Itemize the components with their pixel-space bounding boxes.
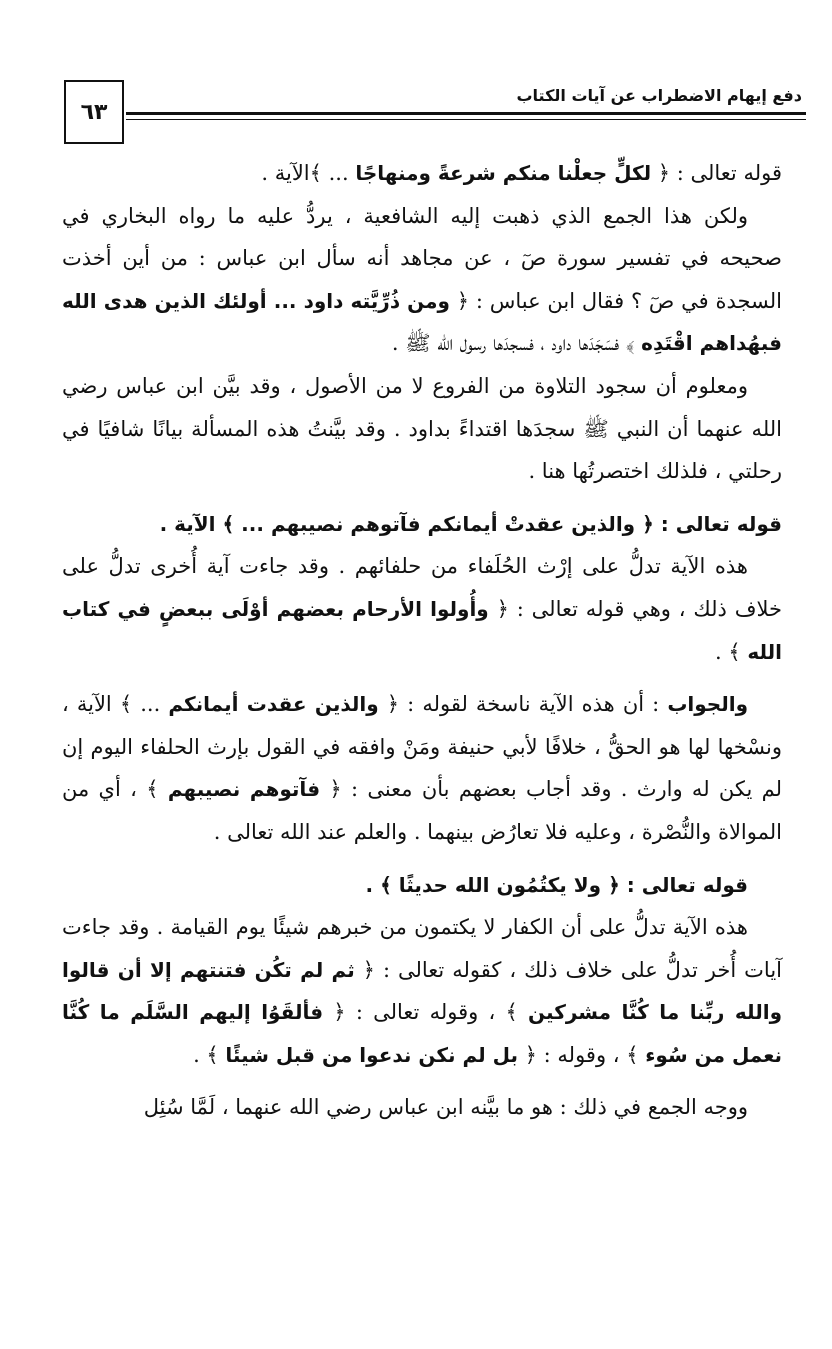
paragraph-2 bbox=[62, 195, 782, 365]
bold-text-segment: فآتوهم نصيبهم bbox=[167, 777, 321, 802]
header-rule-thick bbox=[126, 112, 806, 115]
bold-text-segment: لكلٍّ جعلْنا منكم شرعةً ومنهاجًا bbox=[355, 161, 652, 185]
text-segment: هذه الآية تدلُّ على إرْث الحُلَفاء من حلفائهم . وقد جاءت آية أُخرى تدلُّ على خلاف ذلك ، وهي قوله تعالى : ﴿ bbox=[62, 554, 782, 621]
bold-text-segment: والذين عقدت أيمانكم bbox=[168, 692, 379, 717]
text-segment: ﴾ ، وقوله تعالى : ﴿ bbox=[323, 1000, 529, 1025]
paragraph-9 bbox=[62, 1086, 782, 1129]
running-header: دفع إيهام الاضطراب عن آيات الكتاب bbox=[516, 86, 802, 105]
paragraph-3 bbox=[62, 365, 782, 493]
bold-text-segment: وأُولوا الأرحام بعضهم أوْلَى ببعضٍ في كتاب الله bbox=[62, 596, 782, 664]
bold-text-segment: والجواب bbox=[667, 692, 749, 717]
paragraph-6 bbox=[62, 683, 782, 853]
paragraph-5 bbox=[62, 545, 782, 673]
text-segment: : أن هذه الآية ناسخة لقوله : ﴿ bbox=[378, 692, 668, 717]
page-number: ٦٣ bbox=[80, 99, 108, 125]
text-segment: ﴾ . bbox=[193, 1042, 226, 1067]
text-segment: ﴾ فسَجَدَها داود ، فسجدَها رسول الله ﷺ . bbox=[391, 331, 642, 356]
bold-text-segment: قوله تعالى : ﴿ والذين عقدتْ أيمانكم فآتوهم نصيبهم ... ﴾ الآية . bbox=[159, 511, 782, 536]
text-segment: ... ﴾الآية . bbox=[261, 161, 356, 185]
paragraph-1 bbox=[62, 152, 782, 195]
text-segment: ﴾ . bbox=[714, 639, 748, 664]
bold-text-segment: بل لم نكن ندعوا من قبل شيئًا bbox=[225, 1042, 518, 1067]
text-segment: ولكن هذا الجمع الذي ذهبت إليه الشافعية ، يردُّ عليه ما رواه البخاري في صحيحه في تفسير سورة صٓ ، عن مجاهد أنه سأل ابن عباس : من أين أخذت السجدة في صٓ ؟ فقال ابن عباس : ﴿ bbox=[62, 203, 782, 313]
text-segment: ووجه الجمع في ذلك : هو ما بيَّنه ابن عباس رضي الله عنهما ، لَمَّا سُئِل bbox=[143, 1095, 748, 1120]
text-segment: ﴾ ، أي من الموالاة والنُّصْرة ، وعليه فلا تعارُض بينهما . والعلم عند الله تعالى . bbox=[62, 777, 782, 844]
paragraph-7-heading bbox=[62, 864, 782, 907]
header-rule-thin bbox=[126, 119, 806, 120]
bold-text-segment: قوله تعالى : ﴿ ولا يكتُمُون الله حديثًا ﴾ . bbox=[365, 872, 748, 897]
paragraph-8 bbox=[62, 906, 782, 1076]
page-number-box bbox=[64, 80, 124, 144]
paragraph-4-heading bbox=[62, 503, 782, 546]
bold-text-segment: فألقَوُا إليهم السَّلَم ما كُنَّا نعمل من سُوء bbox=[62, 1000, 782, 1067]
text-segment: هذه الآية تدلُّ على أن الكفار لا يكتمون من خبرهم شيئًا يوم القيامة . وقد جاءت آيات أُخر تدلُّ على خلاف ذلك ، كقوله تعالى : ﴿ bbox=[62, 915, 782, 982]
text-segment: ... ﴾ الآية ، ونسْخها لها هو الحقُّ ، خلافًا لأبي حنيفة ومَنْ وافقه في القول بإرث الحلفاء اليوم إن لم يكن له وارث . وقد أجاب بعضهم بأن معنى : ﴿ bbox=[62, 692, 782, 802]
text-segment: ومعلوم أن سجود التلاوة من الفروع لا من الأصول ، وقد بيَّن ابن عباس رضي الله عنهما أن النبي ﷺ سجدَها اقتداءً بداود . وقد بيَّنتُ هذه المسألة بيانًا شافيًا في رحلتي ، فلذلك اختصرتُها هنا . bbox=[62, 373, 783, 484]
body-text bbox=[62, 152, 782, 1129]
bold-text-segment: ومن ذُرِّيَّته داود ... أولئك الذين هدى الله فبهُداهم اقْتَدِه bbox=[62, 288, 782, 356]
text-segment: ﴾ ، وقوله : ﴿ bbox=[518, 1042, 646, 1067]
bold-text-segment: ثم لم تكُن فتنتهم إلا أن قالوا والله ربِّنا ما كُنَّا مشركين bbox=[62, 957, 782, 1025]
text-segment: قوله تعالى : ﴿ bbox=[651, 161, 782, 185]
